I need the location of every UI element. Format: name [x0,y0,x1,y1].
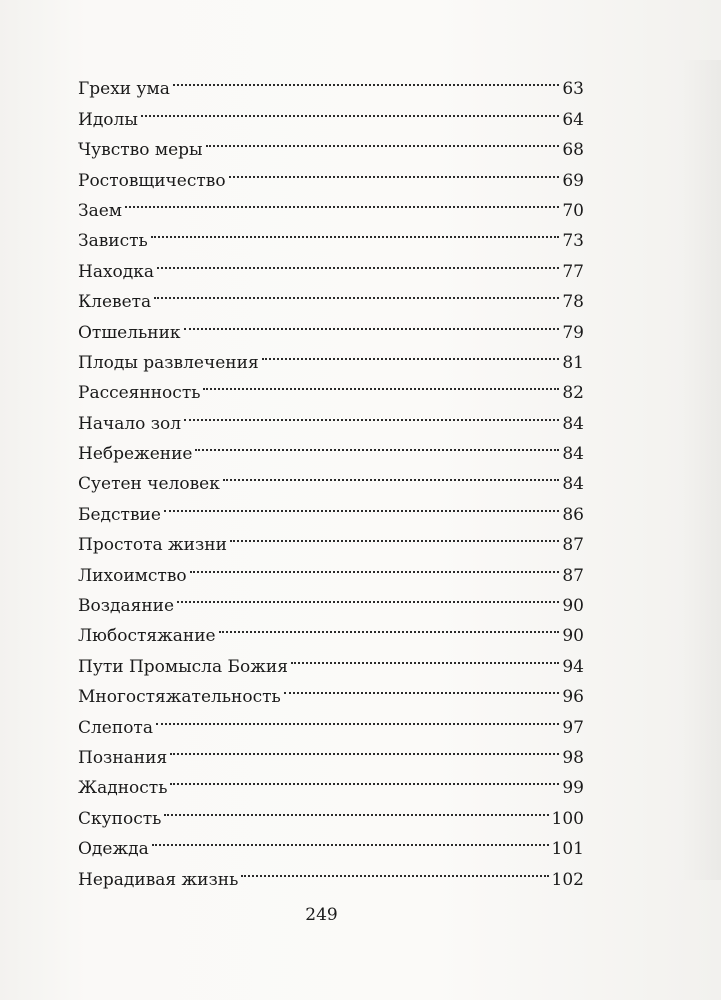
toc-leader-dots [152,824,549,854]
toc-leader-dots [262,338,560,368]
toc-leader-dots [154,277,559,307]
toc-leader-dots [170,733,559,763]
toc-entry-page: 77 [562,261,584,282]
toc-entry-title: Многостяжательность [78,687,281,708]
toc-leader-dots [164,793,548,823]
page-edge-shadow [681,60,721,880]
toc-entry-title: Клевета [78,292,152,313]
toc-entry-title: Одежда [78,839,149,860]
toc-entry-page: 96 [562,687,584,708]
toc-entry-page: 64 [562,109,584,130]
toc-leader-dots [173,64,559,94]
toc-leader-dots [223,459,559,489]
page-number: 249 [305,905,338,925]
toc-entry [78,186,584,221]
toc-entry-title: Рассеянность [78,383,201,404]
toc-entry-page: 94 [562,656,584,677]
toc-entry-title: Познания [78,747,168,768]
toc-entry [78,125,584,161]
toc-leader-dots [157,246,559,276]
toc-entry-page: 98 [562,747,584,768]
toc-leader-dots [184,307,560,337]
toc-entry-page: 86 [562,504,584,525]
toc-leader-dots [164,489,559,519]
toc-leader-dots [184,398,559,428]
toc-leader-dots [284,672,560,702]
toc-leader-dots [219,611,560,641]
toc-entry-title: Суетен человек [78,474,220,495]
toc-entry-page: 101 [551,839,584,860]
toc-entry-title: Находка [78,261,155,282]
toc-entry [78,733,584,768]
toc-leader-dots [229,155,560,185]
toc-entry [78,307,584,343]
toc-entry-page: 81 [562,352,584,373]
toc-entry [78,64,584,100]
toc-leader-dots [206,125,560,155]
toc-entry-title: Слепота [78,717,153,738]
toc-entry-title: Простота жизни [78,535,227,556]
toc-entry-title: Заем [78,200,123,221]
toc-entry-title: Плоды развлечения [78,352,259,373]
toc-entry-page: 73 [562,231,584,252]
toc-entry [78,854,584,890]
toc-leader-dots [203,368,559,398]
toc-entry-title: Отшельник [78,322,181,343]
toc-leader-dots [177,581,559,611]
toc-entry-page: 102 [551,869,584,890]
toc-entry-page: 84 [562,444,584,465]
toc-entry-title: Нерадивая жизнь [78,869,239,890]
toc-leader-dots [195,429,559,459]
toc-leader-dots [241,854,548,884]
toc-entry-title: Ростовщичество [78,170,226,191]
toc-leader-dots [291,641,559,671]
toc-leader-dots [156,702,559,732]
toc-leader-dots [170,763,559,793]
toc-entry-title: Небрежение [78,444,193,465]
toc-entry-page: 87 [562,565,584,586]
toc-entry-title: Идолы [78,109,138,130]
toc-entry [78,216,584,252]
toc-leader-dots [125,186,559,216]
toc-entry-title: Зависть [78,231,148,252]
toc-leader-dots [230,520,559,550]
toc-entry-title: Грехи ума [78,79,170,100]
toc-leader-dots [151,216,560,246]
toc-entry-title: Скупость [78,808,162,829]
toc-entry-page: 63 [562,79,584,100]
toc-entry-page: 87 [562,535,584,556]
toc-entry-page: 99 [562,778,584,799]
toc-entry-page: 70 [562,200,584,221]
toc-entry-title: Воздаяние [78,596,175,617]
toc-entry [78,246,584,282]
toc-entry-title: Начало зол [78,413,182,434]
toc-entry [78,824,584,860]
toc-leader-dots [141,94,560,124]
toc-entry-page: 68 [562,140,584,161]
table-of-contents [78,64,584,890]
toc-entry-page: 100 [551,808,584,829]
toc-leader-dots [190,550,560,580]
toc-entry-page: 90 [562,596,584,617]
toc-entry-title: Чувство меры [78,140,203,161]
toc-entry-page: 97 [562,717,584,738]
toc-entry-page: 79 [562,322,584,343]
toc-entry-page: 69 [562,170,584,191]
toc-entry [78,94,584,130]
toc-entry-title: Любостяжание [78,626,216,647]
toc-entry-title: Пути Промысла Божия [78,656,288,677]
toc-entry-page: 84 [562,474,584,495]
toc-entry-page: 82 [562,383,584,404]
toc-entry-page: 78 [562,292,584,313]
toc-entry-page: 90 [562,626,584,647]
toc-entry [78,277,584,313]
toc-entry-title: Жадность [78,778,168,799]
toc-entry-title: Лихоимство [78,565,187,586]
toc-entry-page: 84 [562,413,584,434]
toc-entry-title: Бедствие [78,504,161,525]
